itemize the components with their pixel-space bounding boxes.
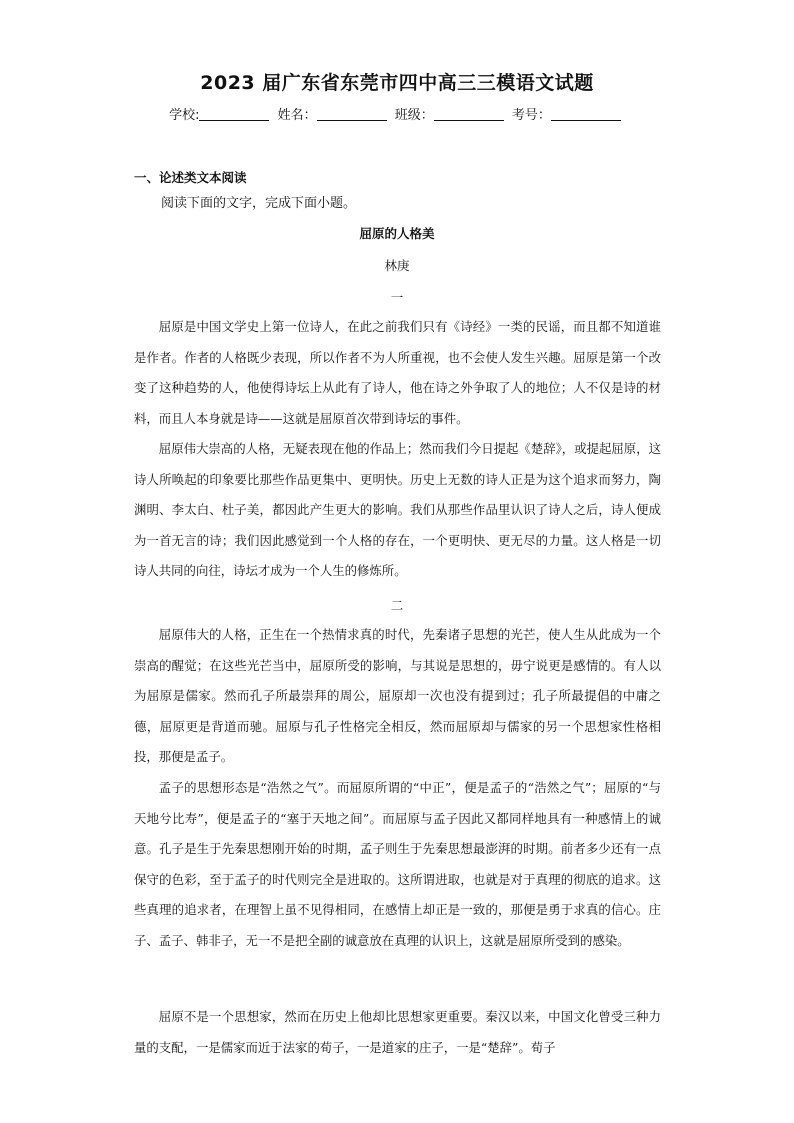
paragraph-1: 屈原是中国文学史上第一位诗人，在此之前我们只有《诗经》一类的民谣，而且都不知道谁是作者。作者的人格既少表现，所以作者不为人所重视，也不会使人发生兴趣。屈原是第一个改变了这种趋势的人，他使得诗坛上从此有了诗人，他在诗之外争取了人的地位；人不仅是诗的材料，而且人本身就是诗——这就是屈原首次带到诗坛的事件。: [134, 319, 661, 426]
part-two-marker: 二: [390, 598, 404, 613]
paragraph-4: 孟子的思想形态是“浩然之气”。而屈原所谓的“中正”，便是孟子的“浩然之气”；屈原的“与天地兮比寿”，便是孟子的“塞于天地之间”。而屈原与孟子因此又都同样地具有一种感情上的诚意。孔子是生于先秦思想刚开始的时期，孟子则生于先秦思想最澎湃的时期。前者多少还有一点保守的色彩，至于孟子的时代则完全是进取的。这所谓进取，也就是对于真理的彻底的追求。这些真理的追求者，在理智上虽不见得相同，在感情上却正是一致的，那便是勇于求真的信心。庄子、孟子、韩非子，无一不是把全副的诚意放在真理的认识上，这就是屈原所受到的感染。: [134, 780, 661, 948]
paragraph-5: 屈原不是一个思想家，然而在历史上他却比思想家更重要。秦汉以来，中国文化曾受三种力量的支配，一是儒家而近于法家的荀子，一是道家的庄子，一是“楚辞”。荀子: [134, 1009, 661, 1055]
paragraph-3: 屈原伟大的人格，正生在一个热情求真的时代，先秦诸子思想的光芒，使人生从此成为一个崇高的醒觉；在这些光芒当中，屈原所受的影响，与其说是思想的，毋宁说更是感情的。有人以为屈原是儒家。然而孔子所最崇拜的周公，屈原却一次也没有提到过；孔子所最提倡的中庸之德，屈原更是背道而驰。屈原与孔子性格完全相反，然而屈原却与儒家的另一个思想家性格相投，那便是孟子。: [134, 627, 661, 764]
article-author: 林庚: [384, 258, 410, 273]
name-label: 姓名：: [277, 108, 317, 123]
exam-title: 2023 届广东省东莞市四中高三三模语文试题: [200, 72, 594, 94]
part-one-marker: 一: [390, 290, 404, 305]
class-blank: [434, 107, 504, 121]
student-info-line: [0, 104, 794, 123]
school-label: 学校:: [169, 108, 200, 123]
school-blank: [199, 107, 269, 121]
number-blank: [551, 107, 621, 121]
number-label: 考号：: [511, 108, 551, 123]
class-label: 班级：: [394, 108, 434, 123]
paragraph-2: 屈原伟大崇高的人格，无疑表现在他的作品上；然而我们今日提起《楚辞》，或提起屈原，这诗人所唤起的印象要比那些作品更集中、更明快。历史上无数的诗人正是为这个追求而努力，陶渊明、李太白、杜子美，都因此产生更大的影响。我们从那些作品里认识了诗人之后，诗人便成为一首无言的诗；我们因此感觉到一个人格的存在，一个更明快、更无尽的力量。这人格是一切诗人共同的向往，诗坛才成为一个人生的修炼所。: [134, 441, 661, 578]
article-title: 屈原的人格美: [359, 226, 435, 241]
section-heading: 一、论述类文本阅读: [134, 170, 247, 185]
name-blank: [317, 107, 387, 121]
section-instruction: 阅读下面的文字，完成下面小题。: [161, 196, 357, 211]
